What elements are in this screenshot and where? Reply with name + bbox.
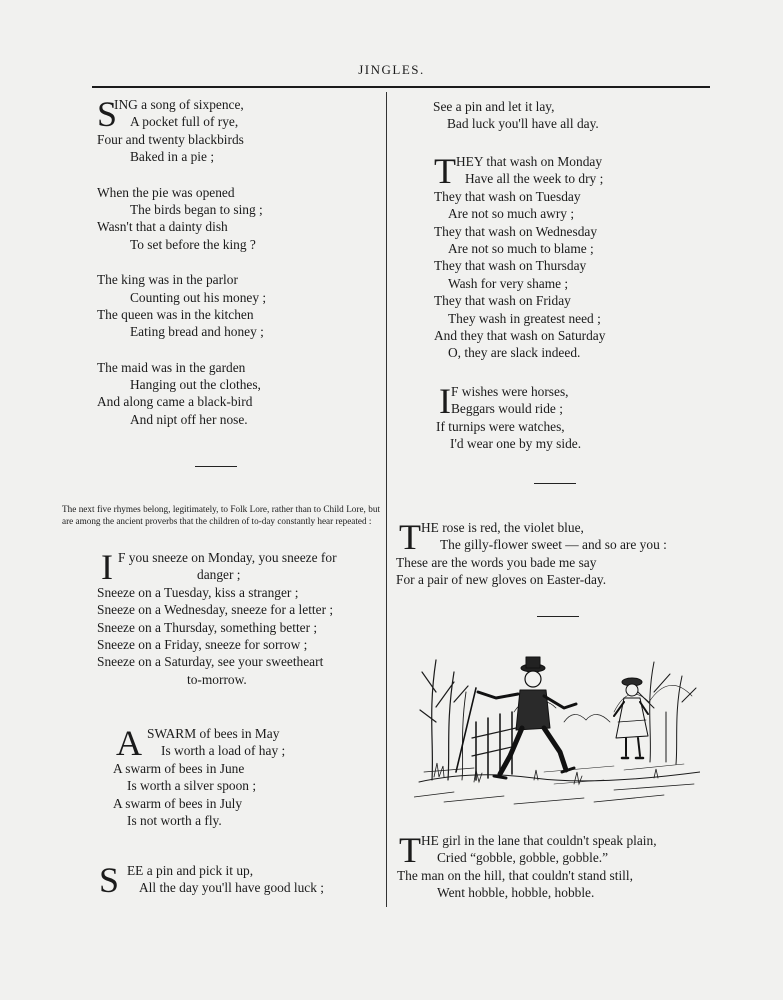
poem-line: Went hobble, hobble, hobble. bbox=[437, 885, 595, 901]
poem-wishes bbox=[436, 383, 581, 453]
section-rule bbox=[195, 466, 237, 467]
poem-line: And nipt off her nose. bbox=[130, 411, 248, 427]
poem-line: I'd wear one by my side. bbox=[450, 436, 582, 452]
dropcap: T bbox=[399, 517, 421, 557]
poem-wash bbox=[434, 153, 605, 362]
poem-line: The king was in the parlor bbox=[97, 272, 238, 288]
poem-swarm bbox=[113, 725, 285, 829]
section-rule bbox=[537, 616, 579, 617]
poem-line: Sneeze on a Friday, sneeze for sorrow ; bbox=[97, 636, 308, 652]
dropcap: I bbox=[439, 381, 451, 421]
poem-line: They that wash on Wednesday bbox=[434, 223, 598, 239]
poem-line: ING a song of sixpence, bbox=[114, 97, 244, 112]
dropcap: T bbox=[399, 830, 421, 870]
poem-line: Eating bread and honey ; bbox=[130, 324, 264, 340]
poem-line: to-morrow. bbox=[187, 671, 247, 687]
dropcap: I bbox=[101, 547, 113, 587]
poem-line: They that wash on Thursday bbox=[434, 258, 587, 274]
poem-line: EE a pin and pick it up, bbox=[127, 863, 254, 878]
poem-line: F wishes were horses, bbox=[451, 384, 569, 399]
poem-line: F you sneeze on Monday, you sneeze for bbox=[118, 550, 337, 565]
poem-line: They that wash on Tuesday bbox=[434, 188, 581, 204]
poem-line: The birds began to sing ; bbox=[130, 201, 263, 217]
dropcap: T bbox=[434, 151, 456, 191]
poem-line: Sneeze on a Tuesday, kiss a stranger ; bbox=[97, 584, 299, 600]
page-title: JINGLES. bbox=[358, 62, 425, 77]
poem-line: Sneeze on a Saturday, see your sweetheart bbox=[97, 654, 324, 670]
poem-line: Have all the week to dry ; bbox=[465, 171, 604, 187]
poem-line: For a pair of new gloves on Easter-day. bbox=[396, 572, 607, 588]
poem-pin-continued bbox=[433, 98, 599, 133]
poem-rose bbox=[396, 519, 667, 589]
poem-line: Are not so much to blame ; bbox=[448, 240, 594, 256]
poem-line: O, they are slack indeed. bbox=[448, 345, 581, 361]
poem-line: A pocket full of rye, bbox=[130, 114, 239, 130]
poem-line: Counting out his money ; bbox=[130, 289, 267, 305]
poem-line: Is worth a load of hay ; bbox=[161, 743, 286, 759]
poem-line: Bad luck you'll have all day. bbox=[447, 116, 599, 132]
poem-line: Wash for very shame ; bbox=[448, 275, 569, 291]
poem-line: HEY that wash on Monday bbox=[456, 154, 603, 169]
poem-line: To set before the king ? bbox=[130, 236, 256, 252]
poem-line: See a pin and let it lay, bbox=[433, 99, 555, 114]
poem-line: The gilly-flower sweet — and so are you : bbox=[440, 537, 667, 553]
poem-line: SWARM of bees in May bbox=[147, 726, 280, 741]
poem-line: Is not worth a fly. bbox=[127, 812, 222, 828]
poem-line: The man on the hill, that couldn't stand still, bbox=[397, 867, 633, 883]
poem-line: When the pie was opened bbox=[97, 184, 235, 200]
poem-line: They that wash on Friday bbox=[434, 293, 571, 309]
column-divider bbox=[386, 92, 387, 907]
poem-line: Beggars would ride ; bbox=[451, 401, 563, 417]
poem-line: And they that wash on Saturday bbox=[434, 327, 606, 343]
poem-line: These are the words you bade me say bbox=[396, 554, 597, 570]
poem-sneeze bbox=[97, 549, 337, 688]
poem-line: Baked in a pie ; bbox=[130, 149, 215, 165]
poem-line: And along came a black-bird bbox=[97, 394, 253, 410]
poem-girl bbox=[397, 832, 657, 902]
poem-line: danger ; bbox=[197, 567, 241, 583]
poem-line: A swarm of bees in June bbox=[113, 760, 245, 776]
poem-line: Sneeze on a Thursday, something better ; bbox=[97, 619, 318, 635]
dropcap: A bbox=[116, 723, 142, 763]
poem-line: HE rose is red, the violet blue, bbox=[421, 520, 584, 535]
poem-line: Hanging out the clothes, bbox=[130, 377, 261, 393]
poem-line: All the day you'll have good luck ; bbox=[139, 880, 325, 896]
poem-line: Four and twenty blackbirds bbox=[97, 131, 244, 147]
poem-line: Wasn't that a dainty dish bbox=[97, 219, 228, 235]
poem-line: HE girl in the lane that couldn't speak plain, bbox=[421, 833, 657, 848]
poem-line: Is worth a silver spoon ; bbox=[127, 778, 257, 794]
poem-line: Cried “gobble, gobble, gobble.” bbox=[437, 850, 609, 866]
section-rule bbox=[534, 483, 576, 484]
header-rule bbox=[92, 86, 710, 88]
poem-line: Sneeze on a Wednesday, sneeze for a letter ; bbox=[97, 602, 334, 618]
intro-note: The next five rhymes belong, legitimately, to Folk Lore, rather than to Child Lore, but are among the ancient proverbs that the children of to-day constantly hear repeated : bbox=[62, 504, 380, 526]
poem-line: Are not so much awry ; bbox=[448, 206, 575, 222]
dropcap: S bbox=[99, 860, 120, 900]
dropcap: S bbox=[97, 94, 118, 134]
poem-line: They wash in greatest need ; bbox=[448, 310, 601, 326]
poem-line: The queen was in the kitchen bbox=[97, 306, 254, 322]
engraving-illustration bbox=[414, 652, 700, 812]
poem-line: The maid was in the garden bbox=[97, 359, 246, 375]
poem-line: A swarm of bees in July bbox=[113, 795, 243, 811]
poem-pin bbox=[99, 860, 325, 900]
poem-line: If turnips were watches, bbox=[436, 418, 565, 434]
poem-sixpence bbox=[97, 96, 266, 428]
